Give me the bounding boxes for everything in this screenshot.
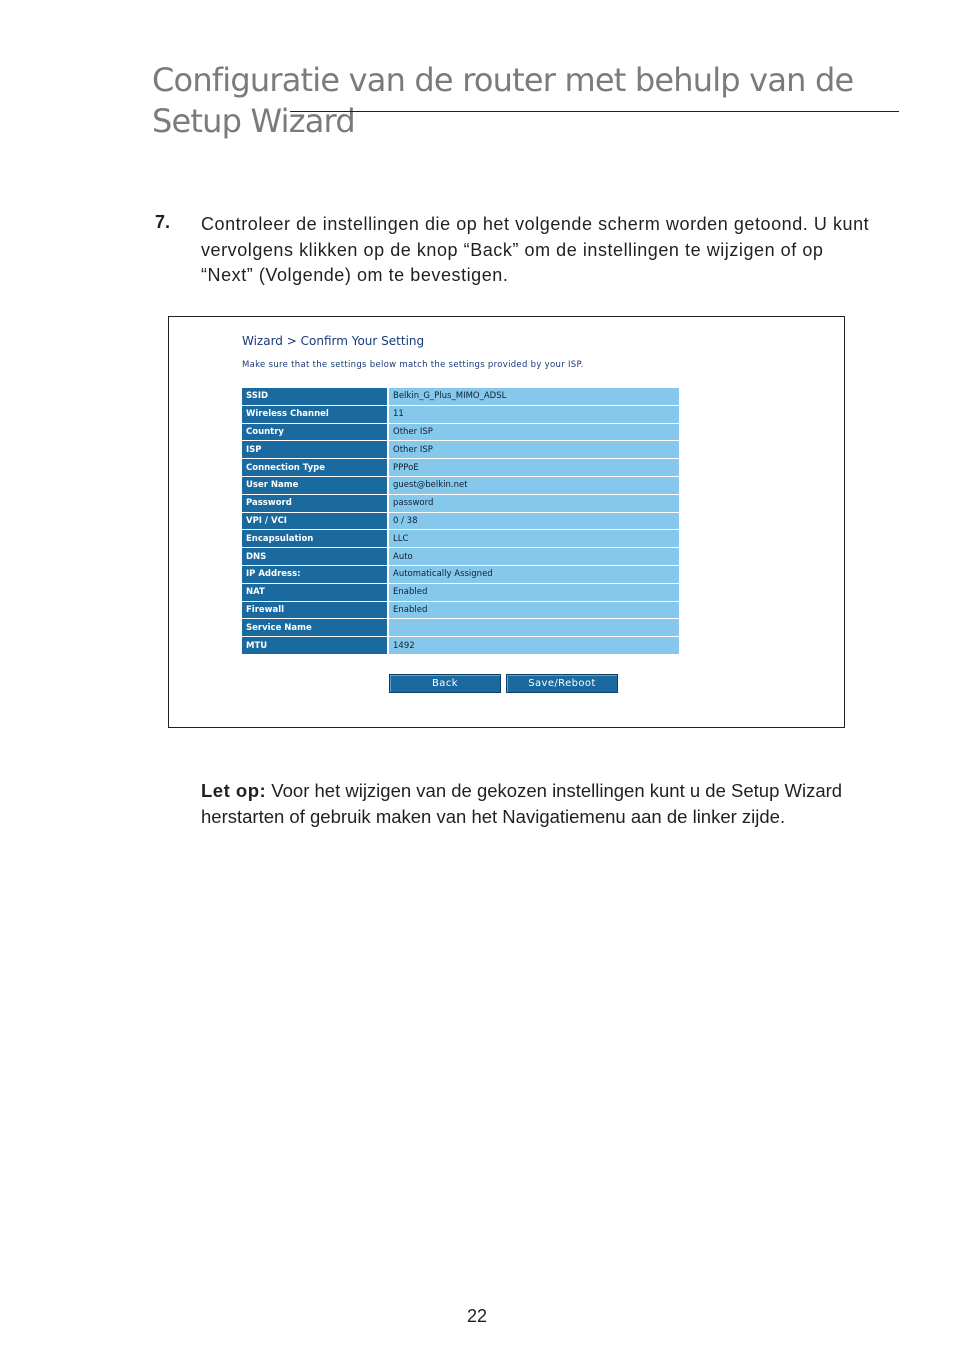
setting-value: 11 [389, 406, 679, 423]
settings-row [242, 459, 679, 476]
setting-value: Enabled [389, 584, 679, 601]
setting-value: Other ISP [389, 441, 679, 458]
page-title [152, 60, 892, 142]
settings-table [242, 387, 679, 655]
back-button[interactable]: Back [389, 674, 501, 693]
page-number: 22 [466, 1306, 488, 1326]
settings-row [242, 548, 679, 565]
setting-value: Enabled [389, 602, 679, 619]
page-title-line2: Setup Wizard [152, 102, 355, 140]
setting-label: MTU [242, 637, 389, 654]
setting-label: ISP [242, 441, 389, 458]
settings-row [242, 566, 679, 583]
settings-row [242, 441, 679, 458]
setting-label: Firewall [242, 602, 389, 619]
setting-label: SSID [242, 388, 389, 405]
settings-row [242, 637, 679, 654]
setting-value: Belkin_G_Plus_MIMO_ADSL [389, 388, 679, 405]
settings-row [242, 388, 679, 405]
wizard-heading: Wizard > Confirm Your Setting [242, 334, 425, 348]
setting-value: LLC [389, 530, 679, 547]
settings-row [242, 477, 679, 494]
setting-value: guest@belkin.net [389, 477, 679, 494]
title-divider [290, 111, 899, 112]
note-text: Voor het wijzigen van de gekozen instellingen kunt u de Setup Wizard herstarten of gebruik maken van het Navigatiemenu aan de linker zijde. [201, 780, 843, 827]
setting-label: DNS [242, 548, 389, 565]
step-number: 7. [155, 212, 171, 232]
wizard-screenshot [168, 316, 845, 728]
setting-label: Connection Type [242, 459, 389, 476]
setting-value: Automatically Assigned [389, 566, 679, 583]
settings-row [242, 495, 679, 512]
setting-value: 1492 [389, 637, 679, 654]
note-paragraph [201, 778, 881, 829]
setting-value: PPPoE [389, 459, 679, 476]
settings-row [242, 530, 679, 547]
step-instructions: Controleer de instellingen die op het volgende scherm worden getoond. U kunt vervolgens klikken op de knop “Back” om de instellingen te wijzigen of op “Next” (Volgende) om te bevestigen. [201, 214, 870, 285]
setting-value: password [389, 495, 679, 512]
setting-label: Service Name [242, 619, 389, 636]
settings-row [242, 619, 679, 636]
setting-label: User Name [242, 477, 389, 494]
setting-value: Other ISP [389, 424, 679, 441]
setting-label: Country [242, 424, 389, 441]
page-title-line1: Configuratie van de router met behulp van de [152, 61, 854, 99]
setting-label: IP Address: [242, 566, 389, 583]
wizard-subheading: Make sure that the settings below match the settings provided by your ISP. [242, 360, 584, 370]
setting-label: Password [242, 495, 389, 512]
setting-value [389, 619, 679, 636]
setting-label: NAT [242, 584, 389, 601]
settings-row [242, 513, 679, 530]
setting-label: Wireless Channel [242, 406, 389, 423]
settings-row [242, 424, 679, 441]
settings-row [242, 584, 679, 601]
setting-value: Auto [389, 548, 679, 565]
save-reboot-button[interactable]: Save/Reboot [506, 674, 618, 693]
settings-row [242, 406, 679, 423]
settings-row [242, 602, 679, 619]
setting-label: VPI / VCI [242, 513, 389, 530]
note-label: Let op: [201, 780, 267, 801]
setting-label: Encapsulation [242, 530, 389, 547]
setting-value: 0 / 38 [389, 513, 679, 530]
